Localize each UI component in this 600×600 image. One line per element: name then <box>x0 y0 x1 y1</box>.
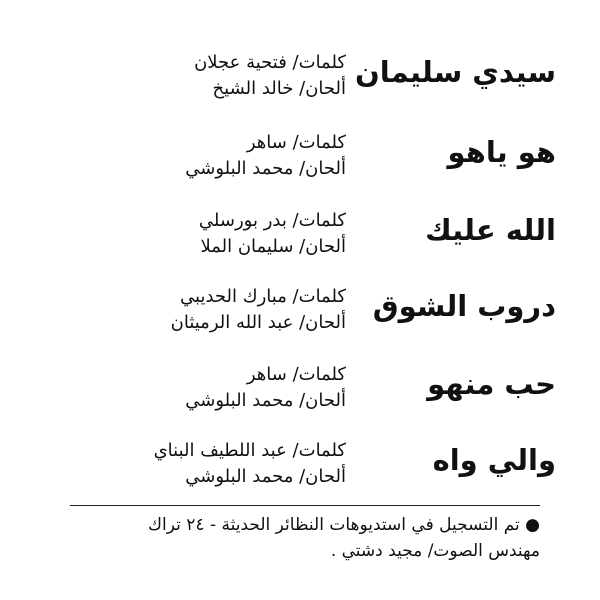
sound-engineer-credit: مهندس الصوت/ مجيد دشتي . <box>330 541 540 561</box>
production-notes <box>60 512 540 564</box>
lyrics-credit: كلمات/ بدر بورسلي <box>198 210 346 231</box>
song-title: هو ياهو <box>447 135 556 169</box>
lyrics-credit: كلمات/ ساهر <box>246 132 346 153</box>
track-credits <box>101 130 346 182</box>
track-credits <box>101 50 346 102</box>
track-1 <box>56 50 556 118</box>
track-6 <box>56 438 556 506</box>
lyrics-credit: كلمات/ فتحية عجلان <box>194 52 346 73</box>
footer-divider <box>70 505 540 506</box>
melody-credit: ألحان/ سليمان الملا <box>200 236 346 257</box>
track-credits <box>101 208 346 260</box>
track-credits <box>101 362 346 414</box>
song-title: حب منهو <box>427 367 556 401</box>
melody-credit: ألحان/ خالد الشيخ <box>212 78 346 99</box>
track-4 <box>56 284 556 352</box>
melody-credit: ألحان/ محمد البلوشي <box>185 466 346 487</box>
melody-credit: ألحان/ محمد البلوشي <box>185 158 346 179</box>
lyrics-credit: كلمات/ ساهر <box>246 364 346 385</box>
song-title: دروب الشوق <box>372 289 556 323</box>
melody-credit: ألحان/ محمد البلوشي <box>185 390 346 411</box>
song-title: الله عليك <box>425 213 556 247</box>
track-credits <box>101 284 346 336</box>
melody-credit: ألحان/ عبد الله الرميثان <box>170 312 346 333</box>
track-3 <box>56 208 556 276</box>
track-5 <box>56 362 556 430</box>
lyrics-credit: كلمات/ مبارك الحديبي <box>180 286 346 307</box>
lyrics-credit: كلمات/ عبد اللطيف البناي <box>153 440 346 461</box>
song-title: سيدي سليمان <box>354 55 556 89</box>
track-2 <box>56 130 556 198</box>
track-credits <box>101 438 346 490</box>
song-title: والي واه <box>432 443 556 477</box>
recording-note: ● تم التسجيل في استديوهات النظائر الحديثة - ٢٤ تراك <box>148 515 540 535</box>
